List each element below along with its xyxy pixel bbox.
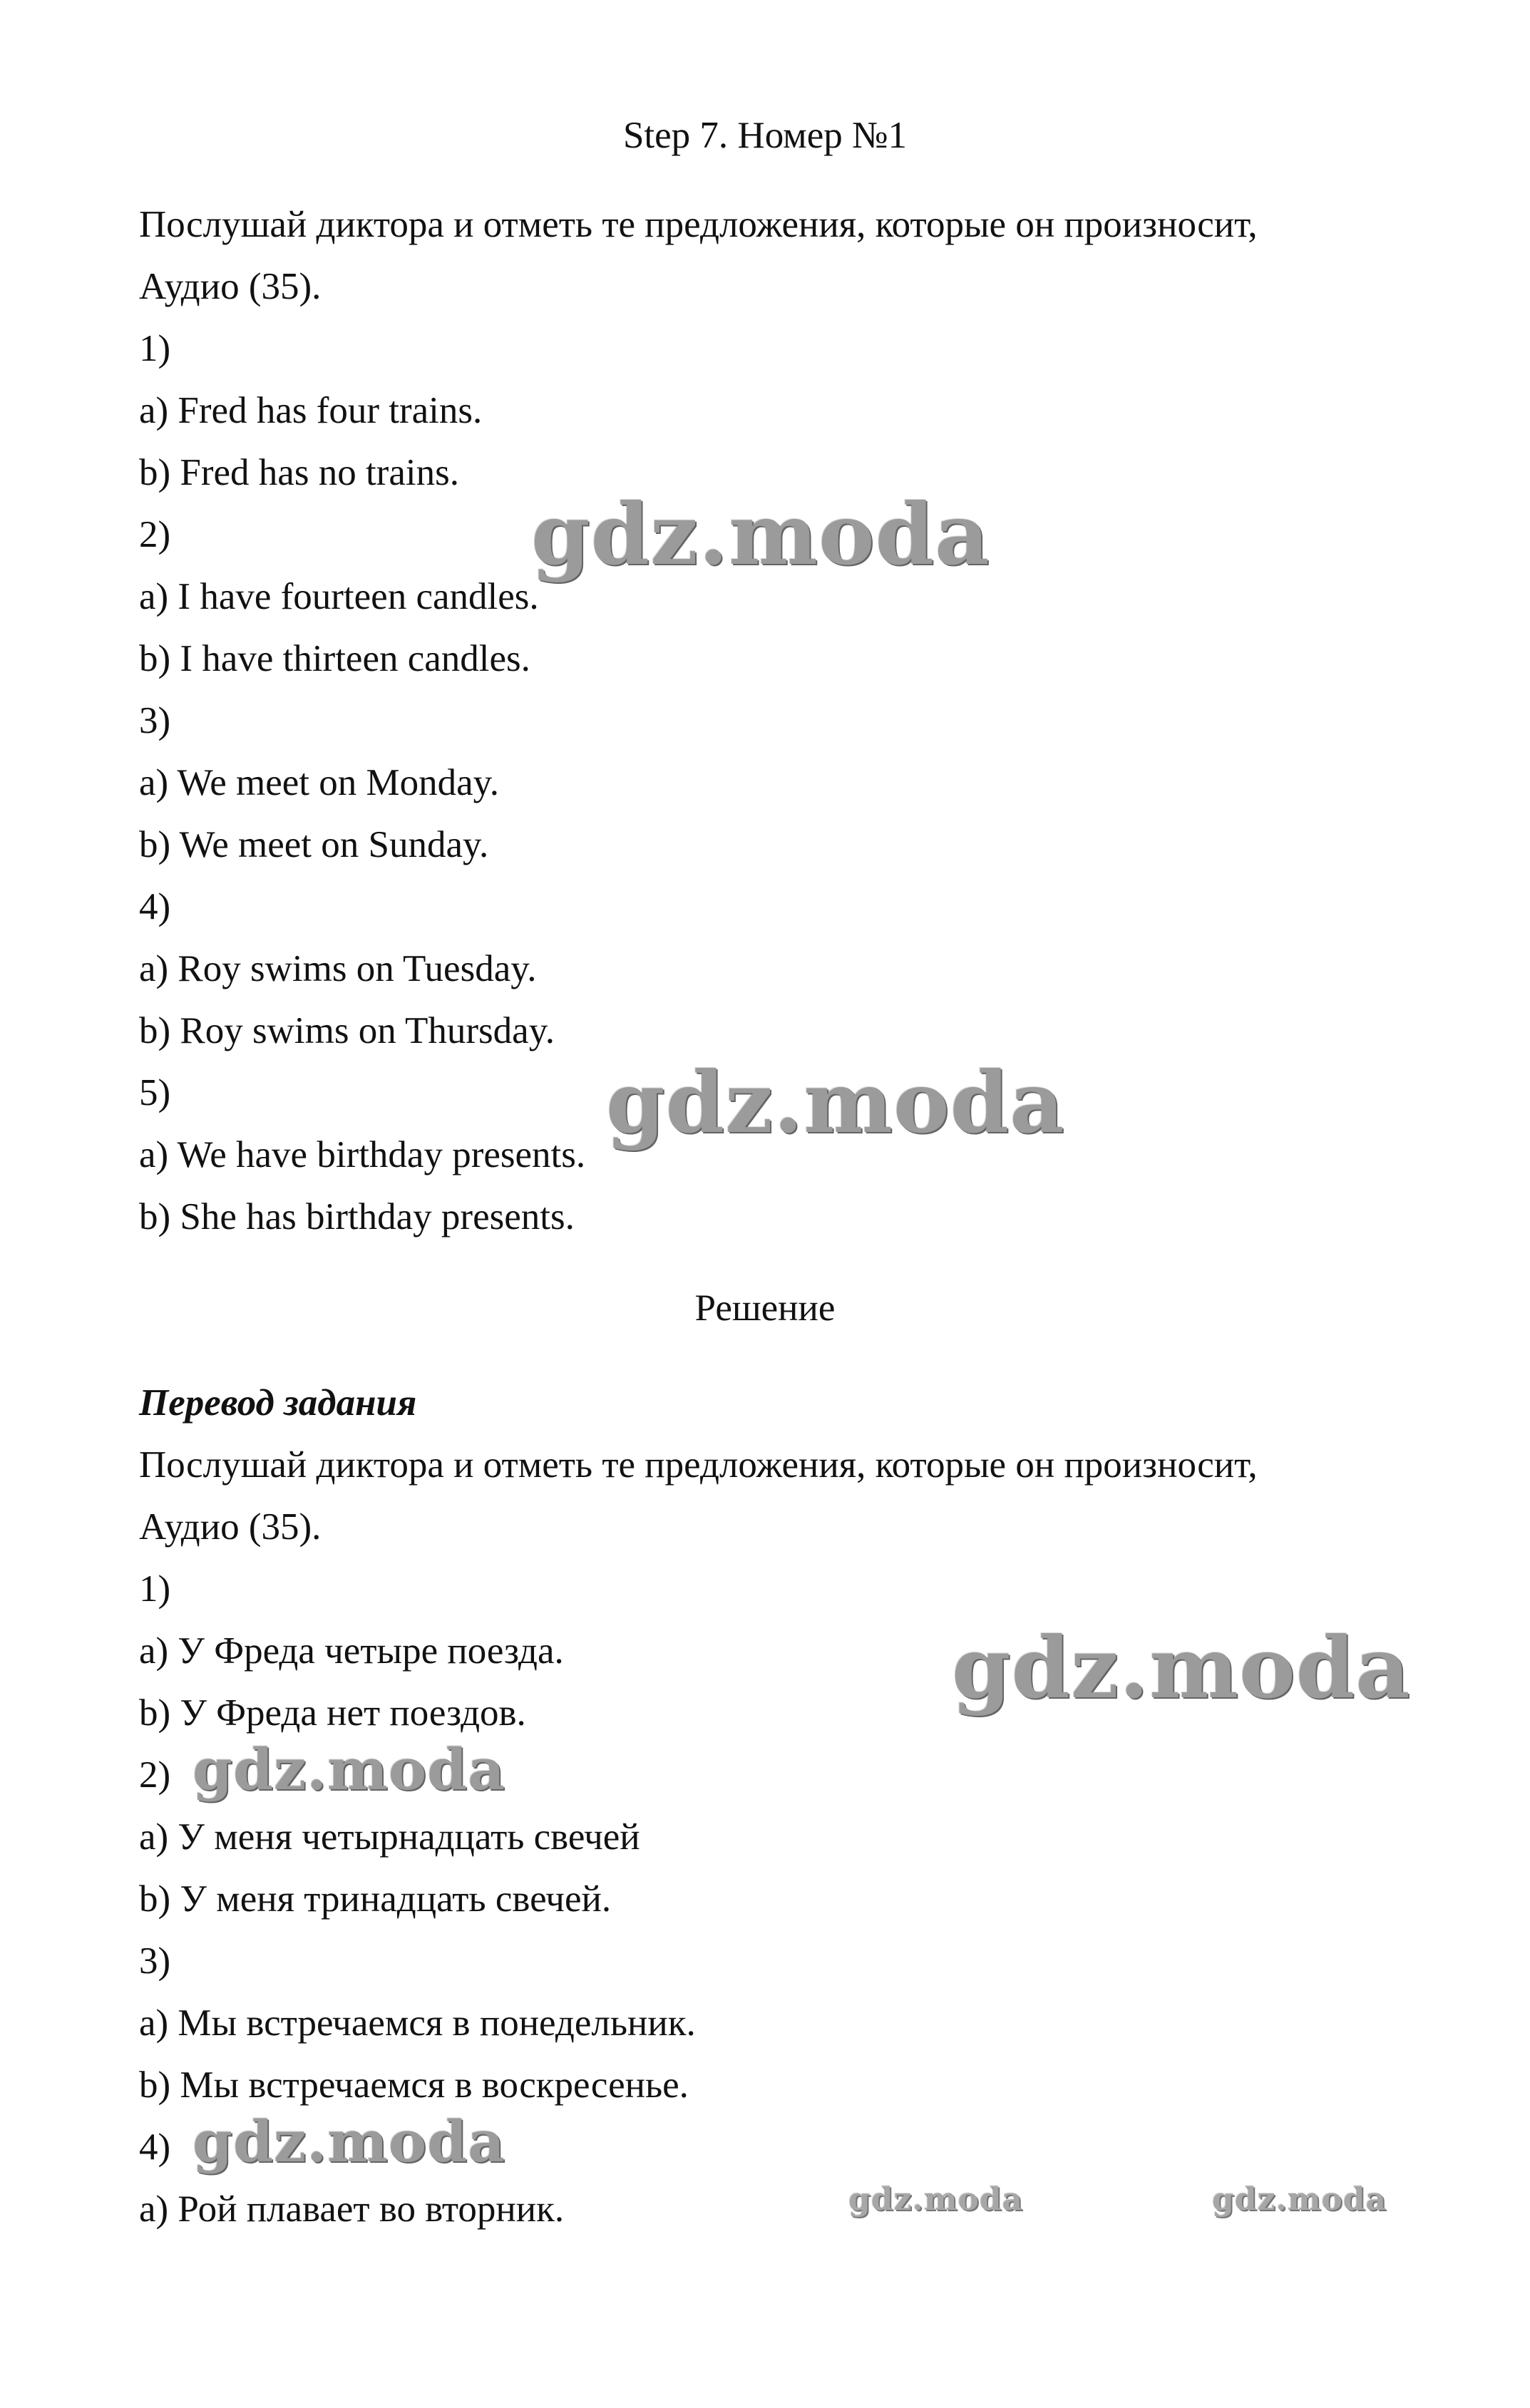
solution-item-1-number: 1) (139, 1568, 171, 1610)
task-item-4-option-a: a) Roy swims on Tuesday. (139, 948, 537, 989)
task-item-1-option-a: a) Fred has four trains. (139, 390, 483, 431)
task-item-5-option-a: a) We have birthday presents. (139, 1134, 586, 1175)
watermark: gdz.moda (606, 1053, 1065, 1152)
solution-instruction-line-2: Аудио (35). (139, 1506, 322, 1548)
solution-heading: Решение (694, 1287, 836, 1329)
solution-instruction-line-1: Послушай диктора и отметь те предложения, которые он произносит, (139, 1444, 1258, 1486)
solution-item-2-option-a: a) У меня четырнадцать свечей (139, 1816, 640, 1858)
solution-item-1-option-b: b) У Фреда нет поездов. (139, 1692, 526, 1734)
task-item-5-number: 5) (139, 1072, 171, 1113)
task-item-3-option-a: a) We meet on Monday. (139, 762, 499, 803)
task-item-1-option-b: b) Fred has no trains. (139, 452, 459, 493)
solution-item-3-option-b: b) Мы встречаемся в воскресенье. (139, 2064, 689, 2106)
page-title: Step 7. Номер №1 (622, 115, 908, 156)
solution-item-3-number: 3) (139, 1940, 171, 1982)
translation-heading: Перевод задания (139, 1382, 417, 1424)
watermark: gdz.moda (531, 485, 990, 584)
task-item-2-option-b: b) I have thirteen candles. (139, 638, 530, 679)
watermark: gdz.moda (192, 1736, 505, 1803)
task-item-4-number: 4) (139, 886, 171, 927)
task-item-2-number: 2) (139, 514, 171, 555)
task-item-3-option-b: b) We meet on Sunday. (139, 824, 489, 865)
watermark: gdz.moda (1212, 2181, 1387, 2218)
solution-item-2-option-b: b) У меня тринадцать свечей. (139, 1878, 612, 1920)
task-item-2-option-a: a) I have fourteen candles. (139, 576, 539, 617)
task-item-4-option-b: b) Roy swims on Thursday. (139, 1010, 555, 1051)
watermark: gdz.moda (848, 2181, 1024, 2218)
task-instruction-line-1: Послушай диктора и отметь те предложения, которые он произносит, (139, 204, 1258, 245)
solution-item-3-option-a: a) Мы встречаемся в понедельник. (139, 2002, 696, 2044)
watermark: gdz.moda (192, 2108, 505, 2175)
solution-item-4-number: 4) (139, 2126, 171, 2168)
task-item-3-number: 3) (139, 700, 171, 741)
task-instruction-line-2: Аудио (35). (139, 266, 322, 307)
solution-item-1-option-a: a) У Фреда четыре поезда. (139, 1630, 564, 1672)
task-item-1-number: 1) (139, 328, 171, 369)
solution-item-4-option-a: a) Рой плавает во вторник. (139, 2188, 565, 2230)
watermark: gdz.moda (952, 1618, 1411, 1717)
solution-item-2-number: 2) (139, 1754, 171, 1796)
task-item-5-option-b: b) She has birthday presents. (139, 1196, 575, 1238)
